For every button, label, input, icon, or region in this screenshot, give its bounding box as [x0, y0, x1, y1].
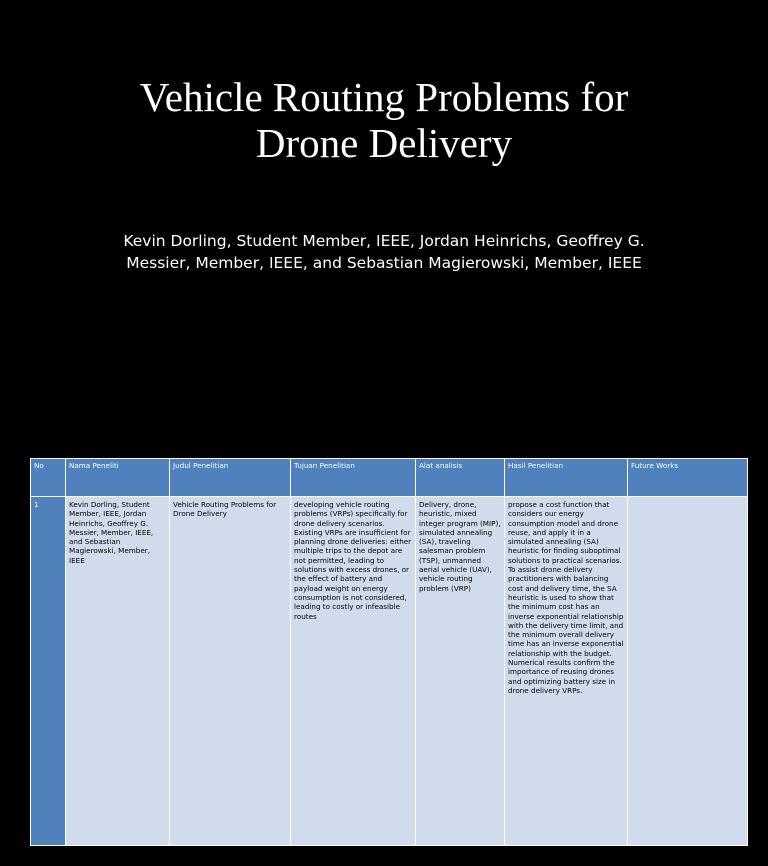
slide-authors: [0, 230, 768, 274]
header-nama-peneliti: Nama Peneliti: [66, 459, 170, 497]
research-table: [30, 458, 748, 846]
authors-line-2: Messier, Member, IEEE, and Sebastian Magierowski, Member, IEEE: [126, 254, 642, 272]
header-hasil-penelitian: Hasil Penelitian: [505, 459, 628, 497]
cell-tujuan-penelitian: developing vehicle routing problems (VRPs) specifically for drone delivery scenarios. Existing VRPs are insufficient for planning drone deliveries: either multiple trips to the depot are not permitted, leading to solutions with excess drones, or the effect of battery and payload weight on energy consumption is not considered, leading to costly or infeasible routes: [291, 497, 416, 846]
table-header-row: [31, 459, 748, 497]
header-alat-analisis: Alat analisis: [416, 459, 505, 497]
cell-hasil-penelitian: propose a cost function that considers our energy consumption model and drone reuse, and apply it in a simulated annealing (SA) heuristic for finding suboptimal solutions to practical scenarios. To assist drone delivery practitioners with balancing cost and delivery time, the SA heuristic is used to show that the minimum cost has an inverse exponential relationship with the delivery time limit, and the minimum overall delivery time has an inverse exponential relationship with the budget. Numerical results confirm the importance of reusing drones and optimizing battery size in drone delivery VRPs.: [505, 497, 628, 846]
slide-title-line-2: Drone Delivery: [255, 120, 513, 166]
slide-title-line-1: Vehicle Routing Problems for: [139, 74, 629, 120]
authors-line-1: Kevin Dorling, Student Member, IEEE, Jordan Heinrichs, Geoffrey G.: [123, 232, 645, 250]
header-future-works: Future Works: [628, 459, 748, 497]
cell-no: 1: [31, 497, 66, 846]
cell-nama-peneliti: Kevin Dorling, Student Member, IEEE, Jordan Heinrichs, Geoffrey G. Messier, Member, IEEE, and Sebastian Magierowski, Member, IEEE: [66, 497, 170, 846]
table-row: [31, 497, 748, 846]
header-no: No: [31, 459, 66, 497]
cell-future-works: [628, 497, 748, 846]
slide-title: [0, 74, 768, 166]
cell-alat-analisis: Delivery, drone, heuristic, mixed integer program (MIP), simulated annealing (SA), traveling salesman problem (TSP), unmanned aerial vehicle (UAV), vehicle routing problem (VRP): [416, 497, 505, 846]
header-judul-penelitian: Judul Penelitian: [170, 459, 291, 497]
cell-judul-penelitian: Vehicle Routing Problems for Drone Delivery: [170, 497, 291, 846]
header-tujuan-penelitian: Tujuan Penelitian: [291, 459, 416, 497]
